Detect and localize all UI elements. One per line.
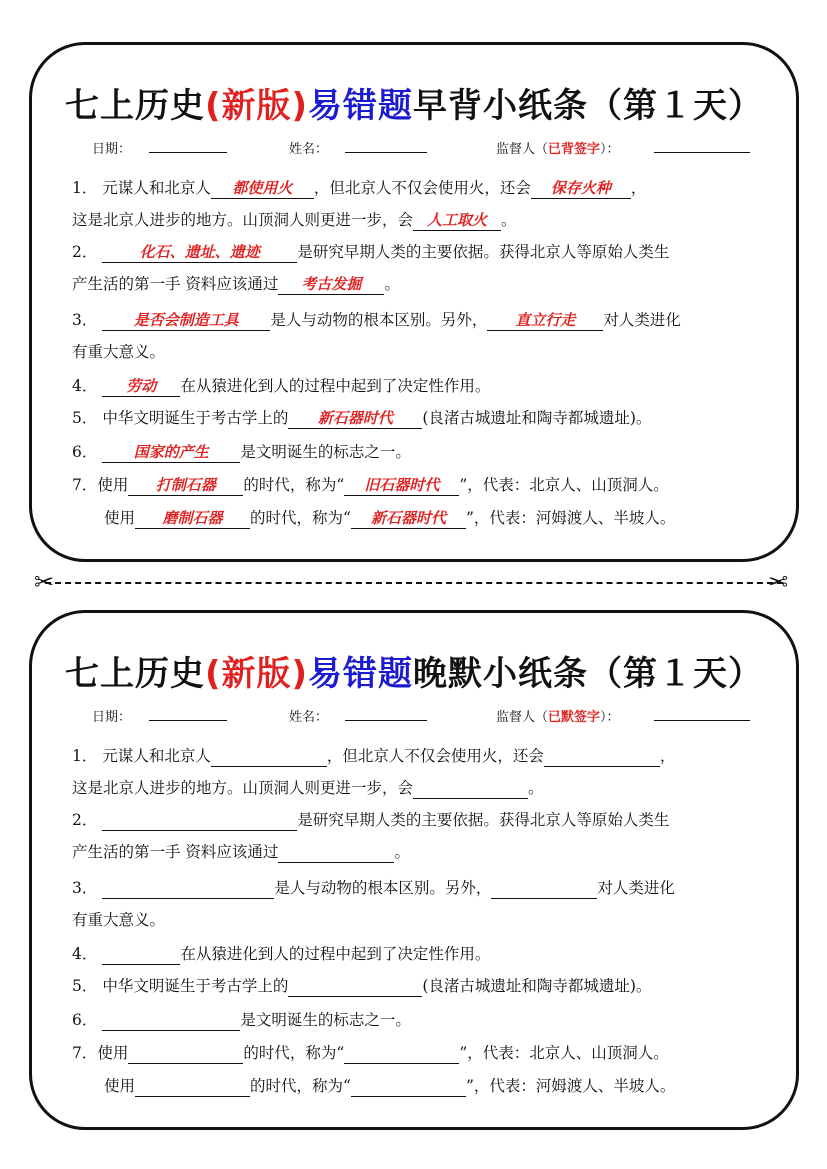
answer-13: 磨制石器 [135,508,250,529]
question-1-line-1: 1． 元谋人和北京人 都使用火 ，但北京人不仅会使用火，还会 保存火种 ， [72,179,647,197]
blank-1[interactable] [211,766,327,767]
name-field[interactable] [345,152,427,153]
answer-1: 都使用火 [211,178,314,199]
question-6: 6． 是文明诞生的标志之一。 [72,1011,411,1029]
blank-9[interactable] [288,996,422,997]
question-1-line-2: 这是北京人进步的地方。山顶洞人则更进一步，会 。 [72,779,544,797]
morning-card [29,42,799,562]
question-4: 4． 在从猿进化到人的过程中起到了决定性作用。 [72,945,491,963]
question-3-line-1: 3． 是否会制造工具 是人与动物的根本区别。另外， 直立行走 对人类进化 [72,311,681,329]
answer-2: 保存火种 [531,178,631,199]
answer-5: 考古发掘 [278,274,384,295]
blank-12[interactable] [344,1063,459,1064]
blank-4[interactable] [102,830,297,831]
answer-10: 国家的产生 [102,442,240,463]
evening-title: 七上历史(新版)易错题晚默小纸条（第１天） [64,654,764,694]
name-label: 姓名： [289,142,329,157]
question-3-line-2: 有重大意义。 [72,911,166,929]
question-7-line-1: 7．使用 的时代，称为“ ”，代表：北京人、山顶洞人。 [72,1044,669,1062]
answer-3: 人工取火 [413,210,501,231]
blank-5[interactable] [278,862,394,863]
supervisor-label: 监督人（已默签字）： [496,710,620,725]
answer-6: 是否会制造工具 [102,310,270,331]
morning-title: 七上历史(新版)易错题早背小纸条（第１天） [64,86,764,126]
answer-7: 直立行走 [487,310,603,331]
question-5: 5． 中华文明诞生于考古学上的 新石器时代 (良渚古城遗址和陶寺都城遗址)。 [72,409,652,427]
question-7-line-1: 7．使用 打制石器 的时代，称为“ 旧石器时代 ”，代表：北京人、山顶洞人。 [72,476,669,494]
blank-10[interactable] [102,1030,240,1031]
question-1-line-2: 这是北京人进步的地方。山顶洞人则更进一步，会 人工取火 。 [72,211,517,229]
date-label: 日期： [92,710,132,725]
question-2-line-2: 产生活的第一手 资料应该通过 考古发掘 。 [72,275,400,293]
question-2-line-1: 2． 是研究早期人类的主要依据。获得北京人等原始人类生 [72,811,670,829]
question-1-line-1: 1． 元谋人和北京人 ，但北京人不仅会使用火，还会 ， [72,747,676,765]
blank-14[interactable] [351,1096,466,1097]
scissors-right-icon: ✂ [768,568,789,596]
question-3-line-2: 有重大意义。 [72,343,166,361]
question-3-line-1: 3． 是人与动物的根本区别。另外， 对人类进化 [72,879,675,897]
question-2-line-2: 产生活的第一手 资料应该通过 。 [72,843,410,861]
cut-line [45,582,783,584]
date-field[interactable] [149,720,227,721]
name-field[interactable] [345,720,427,721]
answer-12: 旧石器时代 [344,475,459,496]
blank-13[interactable] [135,1096,250,1097]
blank-11[interactable] [128,1063,243,1064]
blank-7[interactable] [491,898,597,899]
question-2-line-1: 2． 化石、遗址、遗迹 是研究早期人类的主要依据。获得北京人等原始人类生 [72,243,670,261]
blank-3[interactable] [413,798,528,799]
scissors-left-icon: ✂ [34,568,55,596]
supervisor-field[interactable] [654,152,750,153]
evening-card [29,610,799,1130]
answer-11: 打制石器 [128,475,243,496]
question-6: 6． 国家的产生 是文明诞生的标志之一。 [72,443,411,461]
date-label: 日期： [92,142,132,157]
supervisor-field[interactable] [654,720,750,721]
question-4: 4． 劳动 在从猿进化到人的过程中起到了决定性作用。 [72,377,491,395]
answer-14: 新石器时代 [351,508,466,529]
question-5: 5． 中华文明诞生于考古学上的 (良渚古城遗址和陶寺都城遗址)。 [72,977,652,995]
blank-6[interactable] [102,898,274,899]
question-7-line-2: 使用 的时代，称为“ ”，代表：河姆渡人、半坡人。 [104,1077,676,1095]
answer-4: 化石、遗址、遗迹 [102,242,297,263]
question-7-line-2: 使用 磨制石器 的时代，称为“ 新石器时代 ”，代表：河姆渡人、半坡人。 [104,509,676,527]
answer-9: 新石器时代 [288,408,422,429]
name-label: 姓名： [289,710,329,725]
blank-8[interactable] [102,964,180,965]
blank-2[interactable] [544,766,660,767]
date-field[interactable] [149,152,227,153]
supervisor-label: 监督人（已背签字）： [496,142,620,157]
answer-8: 劳动 [102,376,180,397]
